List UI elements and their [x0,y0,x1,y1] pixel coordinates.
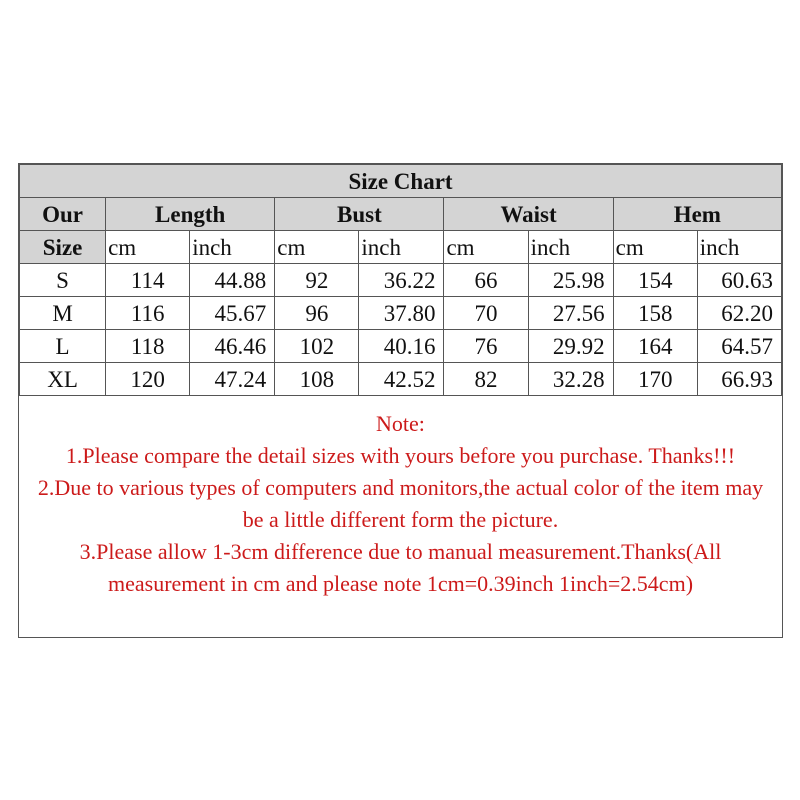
value-cell: 25.98 [528,264,613,297]
note-item: 2.Due to various types of computers and monitors,the actual color of the item may be a little different form the picture. [37,475,764,532]
unit-cm: cm [275,231,359,264]
value-cell: 66.93 [697,363,781,396]
note-heading: Note: [376,411,425,436]
value-cell: 66 [444,264,528,297]
value-cell: 40.16 [359,330,444,363]
table-row [20,363,782,396]
value-cell: 29.92 [528,330,613,363]
value-cell: 44.88 [190,264,275,297]
value-cell: 170 [613,363,697,396]
waist-header: Waist [444,198,613,231]
unit-inch: inch [697,231,781,264]
value-cell: 47.24 [190,363,275,396]
unit-cm: cm [106,231,190,264]
value-cell: 102 [275,330,359,363]
size-chart [18,163,783,638]
value-cell: 158 [613,297,697,330]
value-cell: 76 [444,330,528,363]
value-cell: 154 [613,264,697,297]
value-cell: 70 [444,297,528,330]
value-cell: 36.22 [359,264,444,297]
value-cell: 120 [106,363,190,396]
note-item: 3.Please allow 1-3cm difference due to manual measurement.Thanks(All measurement in cm and please note 1cm=0.39inch 1inch=2.54cm) [79,539,722,596]
size-cell: M [20,297,106,330]
value-cell: 114 [106,264,190,297]
table-row [20,330,782,363]
value-cell: 64.57 [697,330,781,363]
value-cell: 27.56 [528,297,613,330]
hem-header: Hem [613,198,781,231]
size-cell: L [20,330,106,363]
size-cell: XL [20,363,106,396]
value-cell: 62.20 [697,297,781,330]
value-cell: 108 [275,363,359,396]
notes-section [19,396,782,600]
value-cell: 60.63 [697,264,781,297]
value-cell: 116 [106,297,190,330]
value-cell: 164 [613,330,697,363]
value-cell: 82 [444,363,528,396]
table-row [20,264,782,297]
size-header-top: Our [20,198,106,231]
note-item: 1.Please compare the detail sizes with yours before you purchase. Thanks!!! [65,443,736,468]
value-cell: 42.52 [359,363,444,396]
size-cell: S [20,264,106,297]
value-cell: 46.46 [190,330,275,363]
chart-title: Size Chart [20,165,782,198]
size-table [19,164,782,396]
unit-cm: cm [613,231,697,264]
size-header-bottom: Size [20,231,106,264]
table-row [20,297,782,330]
unit-cm: cm [444,231,528,264]
value-cell: 92 [275,264,359,297]
length-header: Length [106,198,275,231]
unit-inch: inch [190,231,275,264]
value-cell: 45.67 [190,297,275,330]
unit-inch: inch [359,231,444,264]
unit-inch: inch [528,231,613,264]
value-cell: 96 [275,297,359,330]
value-cell: 118 [106,330,190,363]
value-cell: 32.28 [528,363,613,396]
bust-header: Bust [275,198,444,231]
value-cell: 37.80 [359,297,444,330]
